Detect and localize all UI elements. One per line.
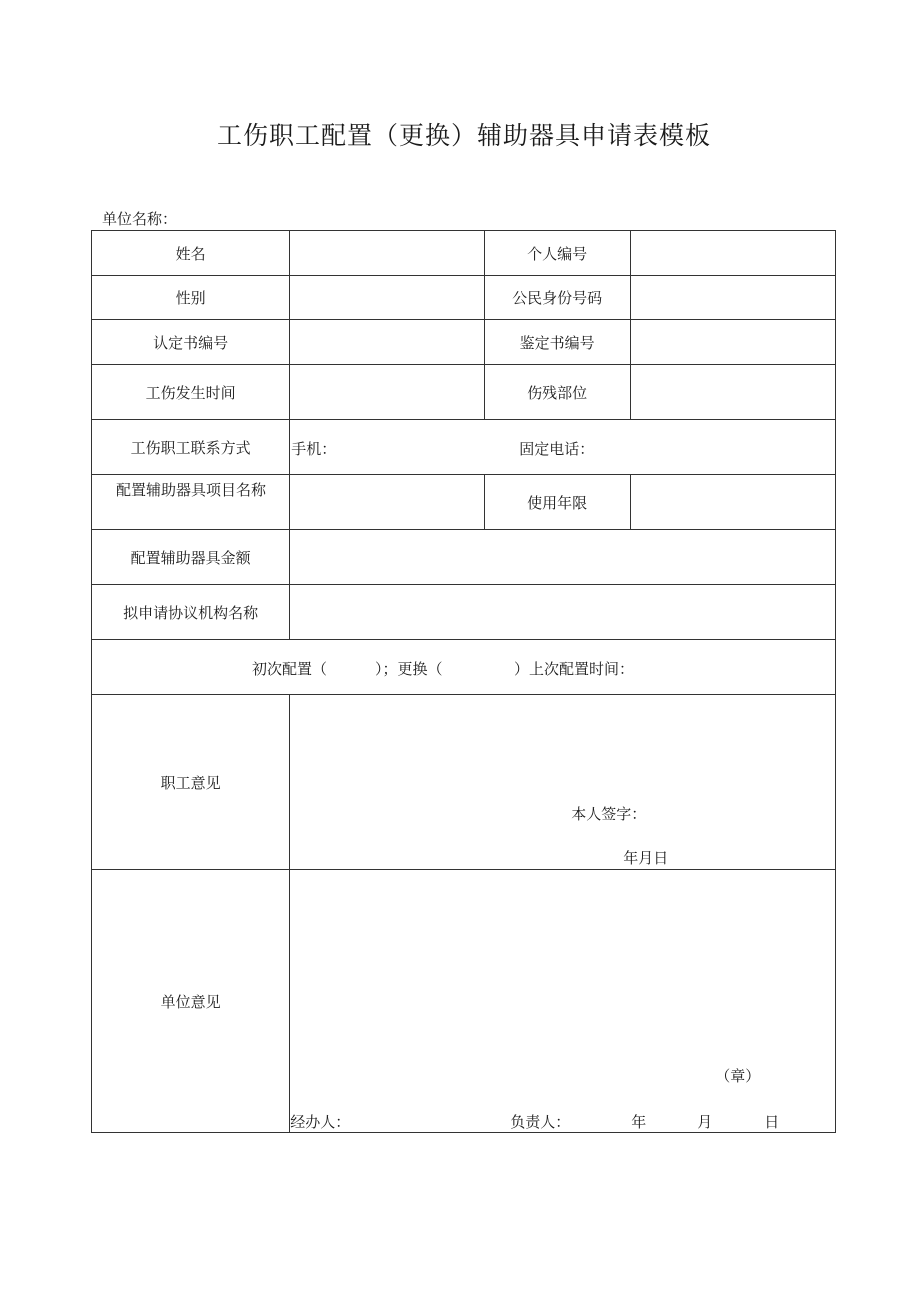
last-config-time-text: ）上次配置时间： xyxy=(514,660,635,678)
appraisal-cert-field[interactable] xyxy=(630,320,835,365)
personal-id-field[interactable] xyxy=(630,231,835,276)
row-config-type xyxy=(92,640,836,695)
replace-text: ）；更换（ xyxy=(375,660,443,678)
responsible-label: 负责人： xyxy=(510,1113,571,1131)
row-worker-opinion xyxy=(92,695,836,870)
row-gender xyxy=(92,276,836,320)
handler-label: 经办人： xyxy=(290,1113,351,1131)
device-item-label-cell xyxy=(92,475,290,530)
injury-time-field[interactable] xyxy=(290,365,484,420)
row-contact xyxy=(92,420,836,475)
worker-signature-label: 本人签字： xyxy=(571,805,647,823)
seal-label: （章） xyxy=(715,1067,761,1085)
gender-label: 性别 xyxy=(92,276,290,320)
recognition-cert-field[interactable] xyxy=(290,320,484,365)
worker-date-label: 年月日 xyxy=(623,849,669,867)
day-label: 日 xyxy=(764,1113,780,1131)
row-institution xyxy=(92,585,836,640)
appraisal-cert-label: 鉴定书编号 xyxy=(484,320,630,365)
config-type-cell xyxy=(92,640,836,695)
year-label: 年 xyxy=(631,1113,647,1131)
unit-name-label: 单位名称： xyxy=(102,210,178,228)
institution-field[interactable] xyxy=(290,585,836,640)
device-amount-field[interactable] xyxy=(290,530,836,585)
disability-part-field[interactable] xyxy=(630,365,835,420)
application-form xyxy=(91,230,836,1133)
service-life-field[interactable] xyxy=(630,475,835,530)
contact-field[interactable] xyxy=(290,420,836,475)
device-amount-label: 配置辅助器具金额 xyxy=(92,530,290,585)
device-item-field[interactable] xyxy=(290,475,484,530)
unit-opinion-field[interactable] xyxy=(290,870,836,1133)
disability-part-label: 伤残部位 xyxy=(484,365,630,420)
contact-label: 工伤职工联系方式 xyxy=(92,420,290,475)
row-unit-opinion xyxy=(92,870,836,1133)
row-injury xyxy=(92,365,836,420)
row-name xyxy=(92,231,836,276)
landline-label: 固定电话： xyxy=(519,440,595,458)
worker-opinion-field[interactable] xyxy=(290,695,836,870)
institution-label: 拟申请协议机构名称 xyxy=(92,585,290,640)
worker-opinion-label: 职工意见 xyxy=(92,695,290,870)
row-device-item xyxy=(92,475,836,530)
service-life-label: 使用年限 xyxy=(484,475,630,530)
gender-field[interactable] xyxy=(290,276,484,320)
device-item-label: 配置辅助器具项目名称 xyxy=(115,481,266,499)
recognition-cert-label: 认定书编号 xyxy=(92,320,290,365)
row-cert xyxy=(92,320,836,365)
personal-id-label: 个人编号 xyxy=(484,231,630,276)
citizen-id-field[interactable] xyxy=(630,276,835,320)
name-field[interactable] xyxy=(290,231,484,276)
name-label: 姓名 xyxy=(92,231,290,276)
row-device-amount xyxy=(92,530,836,585)
injury-time-label: 工伤发生时间 xyxy=(92,365,290,420)
mobile-label: 手机： xyxy=(291,440,337,458)
unit-opinion-label: 单位意见 xyxy=(92,870,290,1133)
first-config-text: 初次配置（ xyxy=(252,660,328,678)
citizen-id-label: 公民身份号码 xyxy=(484,276,630,320)
month-label: 月 xyxy=(697,1113,713,1131)
page-title: 工伤职工配置（更换）辅助器具申请表模板 xyxy=(216,121,711,150)
